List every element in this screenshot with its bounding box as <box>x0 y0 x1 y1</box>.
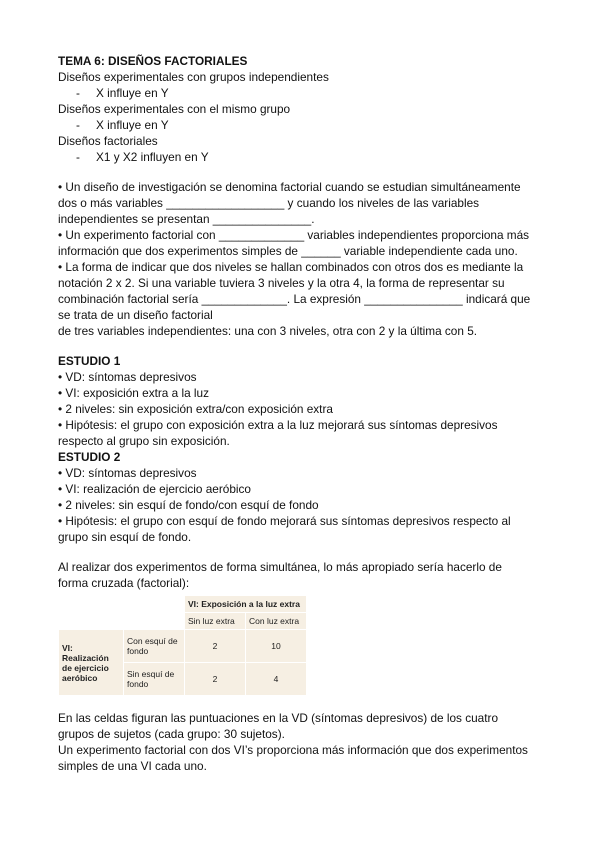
dash-marker: - <box>76 150 80 164</box>
text-line: • VI: realización de ejercicio aeróbico <box>58 482 251 496</box>
text-line: • VI: exposición extra a la luz <box>58 386 210 400</box>
outline-item <box>58 85 548 101</box>
text-line: grupos de sujetos (cada grupo: 30 sujetos). <box>58 727 285 741</box>
estudio-1-heading: ESTUDIO 1 <box>58 354 121 368</box>
factorial-table <box>58 595 307 696</box>
factorial-table-wrapper <box>58 595 548 696</box>
estudio-2-heading: ESTUDIO 2 <box>58 450 121 464</box>
table-intro <box>58 559 548 591</box>
table-cell-value: 4 <box>246 663 307 696</box>
text-line: • 2 niveles: sin exposición extra/con exposición extra <box>58 402 333 416</box>
column-level-label: Sin luz extra <box>185 613 246 630</box>
row-level-label: Sin esquí de fondo <box>124 663 185 696</box>
table-header-row <box>59 596 307 613</box>
estudio-1-section <box>58 353 548 449</box>
text-line: Un experimento factorial con dos VI’s proporciona más información que dos experimentos <box>58 743 528 757</box>
dash-marker: - <box>76 118 80 132</box>
outline-item <box>58 117 548 133</box>
text-line: • Hipótesis: el grupo con exposición extra a la luz mejorará sus síntomas depresivos <box>58 418 498 432</box>
table-level-row <box>59 613 307 630</box>
column-level-label: Con luz extra <box>246 613 307 630</box>
row-level-label: Con esquí de fondo <box>124 630 185 663</box>
table-cell-value: 2 <box>185 663 246 696</box>
text-line: notación 2 x 2. Si una variable tuviera 3 niveles y la otra 4, la forma de representar su <box>58 276 505 290</box>
estudio-2-section <box>58 449 548 545</box>
text-line: • VD: síntomas depresivos <box>58 466 197 480</box>
text-line: respecto al grupo sin exposición. <box>58 434 230 448</box>
text-line: de tres variables independientes: una con 3 niveles, otra con 2 y la última con 5. <box>58 324 478 338</box>
column-factor-label: VI: Exposición a la luz extra <box>185 596 307 613</box>
outline-item <box>58 149 548 165</box>
text-line: • 2 niveles: sin esquí de fondo/con esquí de fondo <box>58 498 319 512</box>
text-line: independientes se presentan _______________. <box>58 212 315 226</box>
outline-item-text: X1 y X2 influyen en Y <box>96 150 209 164</box>
text-line: • Hipótesis: el grupo con esquí de fondo mejorará sus síntomas depresivos respecto al <box>58 514 511 528</box>
table-cell-value: 2 <box>185 630 246 663</box>
text-line: forma cruzada (factorial): <box>58 576 190 590</box>
text-line: En las celdas figuran las puntuaciones en la VD (síntomas depresivos) de los cuatro <box>58 711 498 725</box>
text-line: información que dos experimentos simples de ______ variable independiente cada uno. <box>58 244 518 258</box>
text-line: Al realizar dos experimentos de forma simultánea, lo más apropiado sería hacerlo de <box>58 560 502 574</box>
text-line: • VD: síntomas depresivos <box>58 370 197 384</box>
text-line: grupo sin esquí de fondo. <box>58 530 192 544</box>
text-line: se trata de un diseño factorial <box>58 308 213 322</box>
document-page <box>58 53 548 774</box>
outline-heading: Diseños experimentales con grupos independientes <box>58 70 329 84</box>
text-line: simples de una VI cada uno. <box>58 759 207 773</box>
outline-item-text: X influye en Y <box>96 118 169 132</box>
text-line: • La forma de indicar que dos niveles se hallan combinados con otros dos es mediante la <box>58 260 524 274</box>
outline-heading: Diseños experimentales con el mismo grupo <box>58 102 291 116</box>
outline-heading: Diseños factoriales <box>58 134 158 148</box>
text-line: • Un experimento factorial con _____________ variables independientes proporciona más <box>58 228 530 242</box>
closing-text <box>58 710 548 774</box>
text-line: dos o más variables __________________ y cuando los niveles de las variables <box>58 196 480 210</box>
row-factor-label: VI: Realización de ejercicio aeróbico <box>59 630 124 696</box>
document-title: TEMA 6: DISEÑOS FACTORIALES <box>58 54 248 68</box>
table-cell-value: 10 <box>246 630 307 663</box>
definitions-block <box>58 179 548 339</box>
text-line: combinación factorial sería _____________. La expresión _______________ indicará que <box>58 292 531 306</box>
text-line: • Un diseño de investigación se denomina factorial cuando se estudian simultáneamente <box>58 180 521 194</box>
outline-item-text: X influye en Y <box>96 86 169 100</box>
table-row <box>59 630 307 663</box>
dash-marker: - <box>76 86 80 100</box>
